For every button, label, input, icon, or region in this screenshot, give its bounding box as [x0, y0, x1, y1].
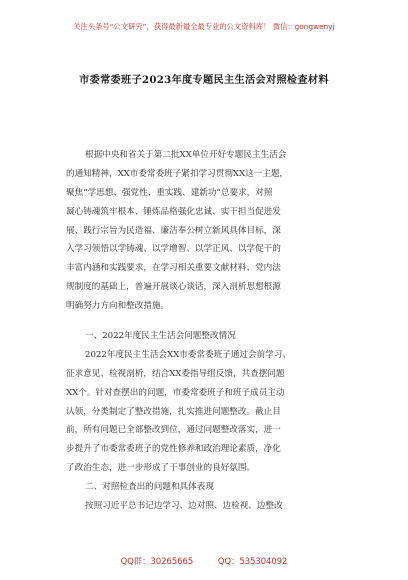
- qq-text: QQ：535304092: [217, 556, 288, 566]
- text-line: 2022年度民主生活会XX市委常委班子通过会前学习、: [85, 349, 291, 360]
- document-title: 市委常委班子2023年度专题民主生活会对照检查材料: [79, 74, 329, 86]
- text-line: 规制度的基础上，普遍开展谈心谈话，深入剖析思想根源: [66, 282, 281, 293]
- text-line: 根据中央和省关于第二批XX单位开好专题民主生活会: [85, 150, 287, 160]
- text-line: 了政治生态，进一步形成了干事创业的良好氛围。: [66, 463, 256, 474]
- text-line: 明确努力方向和整改措施。: [66, 301, 170, 312]
- body-paragraphs-bottom: [66, 327, 358, 516]
- text-line: 入学习领悟以学铸魂、以学增智、以学正风、以学促干的: [66, 244, 281, 255]
- text-line: 征求意见、检视剖析，结合XX委指导组反馈，共查摆问题: [66, 368, 285, 379]
- text-line: 展、践行宗旨为民造福、廉洁奉公树立新风具体目标，深: [66, 225, 281, 236]
- text-line: 步提升了市委常委班子的党性修养和政治理论素质，净化: [66, 444, 281, 455]
- text-line: XX个。针对查摆出的问题，市委常委班子和班子成员主动: [66, 387, 285, 398]
- text-line: 的通知精神，XX市委常委班子紧扣学习贯彻XX这一主题，: [66, 168, 289, 179]
- text-line: 认领，分类制定了整改措施，扎实推进问题整改。截止目: [66, 406, 281, 417]
- header-banner: 关注头条号“公文研究”，获得最新最全最专业的公文资料库！ 微信：gongwenyj: [73, 22, 335, 31]
- section-heading-1: 一、2022年度民主生活会问题整改情况: [85, 331, 236, 341]
- text-line: 聚焦“学思想、强党性、重实践、建新功”总要求，对照: [66, 187, 273, 198]
- section-heading-2: 二、对照检查出的问题和具体表现: [85, 482, 214, 493]
- text-line: 按照习近平总书记边学习、边对照、边检视、边整改: [85, 501, 283, 512]
- body-paragraphs-top: [66, 146, 358, 316]
- text-line: 凝心铸魂筑牢根本、锤炼品格强化忠诚、实干担当促进发: [66, 206, 281, 217]
- text-line: 丰富内涵和实践要求，在学习相关重要文献材料、党内法: [66, 263, 281, 274]
- text-line: 前，所有问题已全部整改到位，通过问题整改落实，进一: [66, 425, 281, 436]
- qq-group-text: QQ群：30265665: [120, 556, 194, 566]
- footer-contact: [0, 555, 408, 567]
